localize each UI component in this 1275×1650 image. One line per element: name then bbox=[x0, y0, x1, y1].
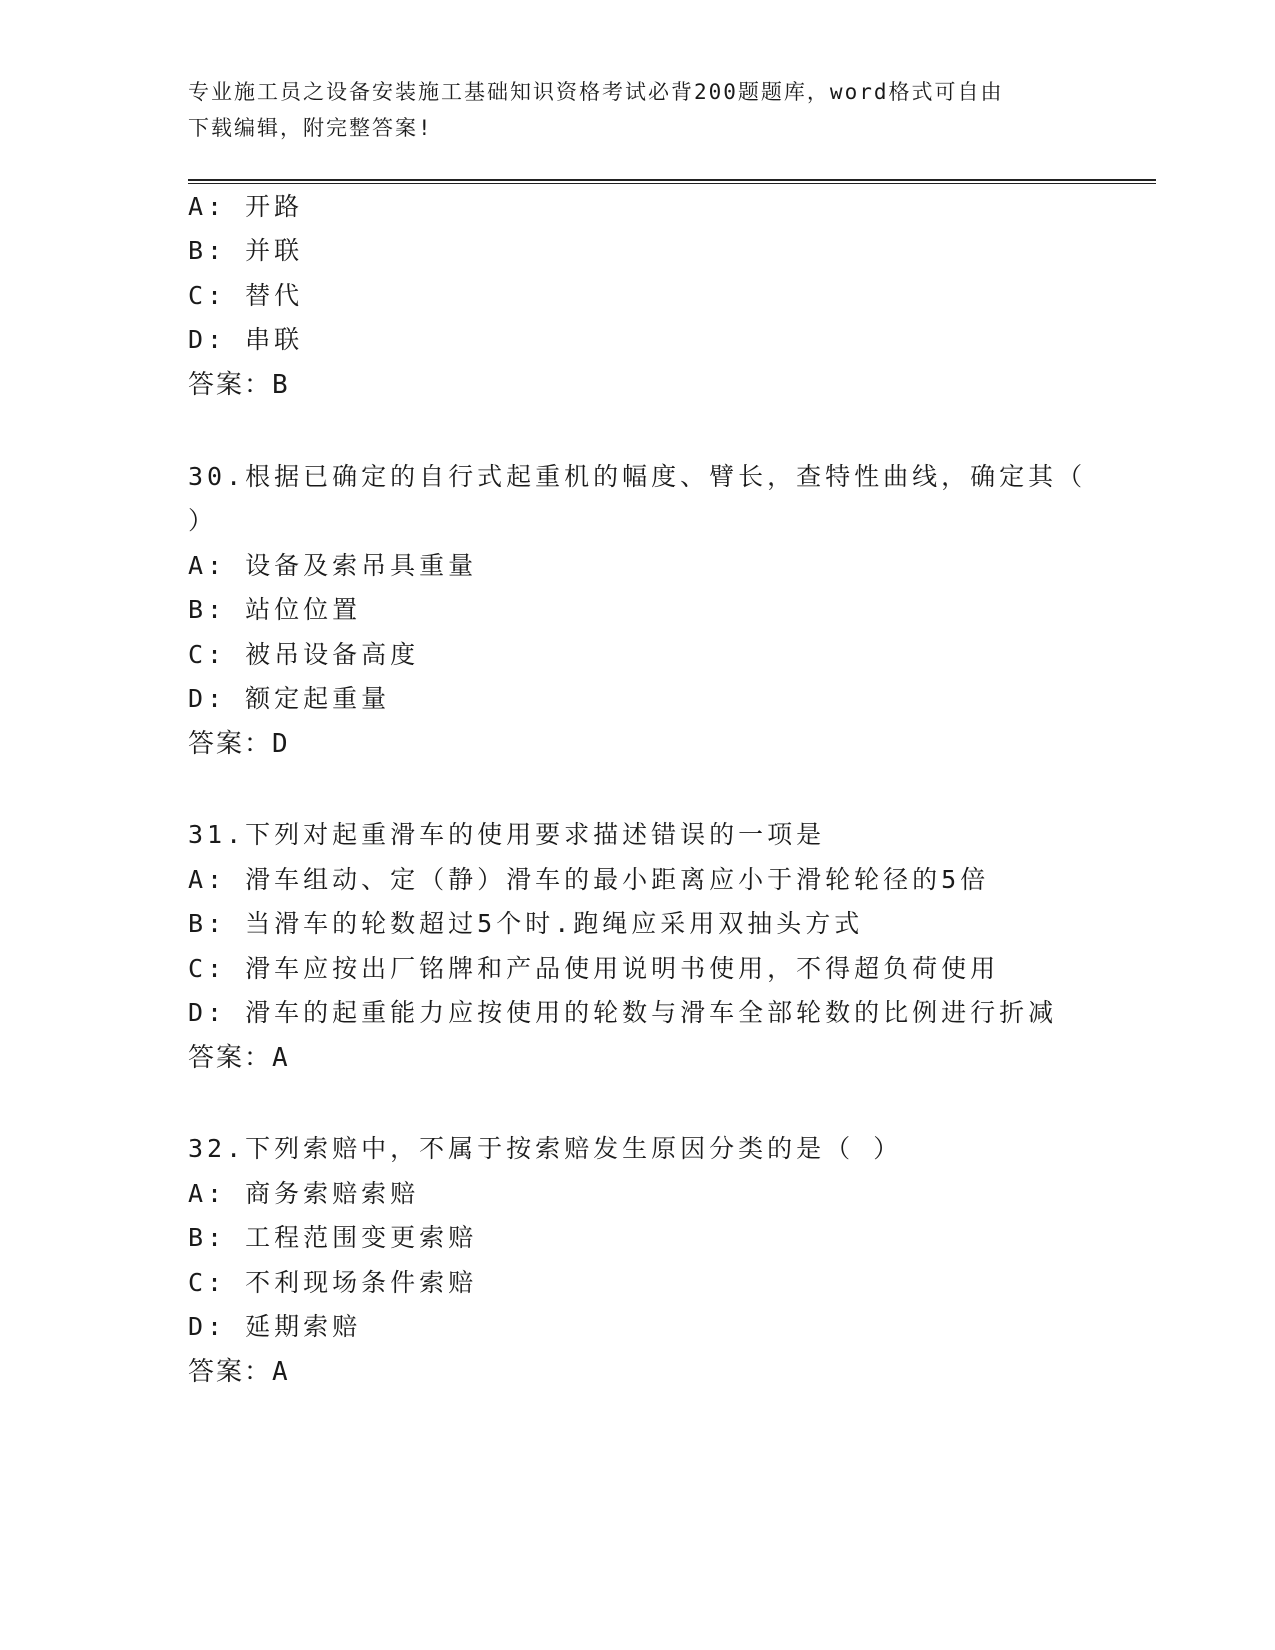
q30-option-d: D: 额定起重量 bbox=[188, 684, 391, 713]
q31-option-b: B: 当滑车的轮数超过5个时.跑绳应采用双抽头方式 bbox=[188, 909, 864, 938]
q30-question-line-1: 30.根据已确定的自行式起重机的幅度、臂长，查特性曲线，确定其（ bbox=[188, 462, 1087, 491]
q29-answer: 答案：B bbox=[188, 370, 290, 400]
q30-question-line-2: ） bbox=[188, 506, 218, 535]
q31-question: 31.下列对起重滑车的使用要求描述错误的一项是 bbox=[188, 820, 826, 849]
q30-option-b: B: 站位位置 bbox=[188, 595, 362, 624]
q32-answer: 答案：A bbox=[188, 1357, 290, 1387]
q32-question: 32.下列索赔中，不属于按索赔发生原因分类的是（ ） bbox=[188, 1134, 903, 1163]
q30-option-c: C: 被吊设备高度 bbox=[188, 640, 420, 669]
q30-option-a: A: 设备及索吊具重量 bbox=[188, 551, 478, 580]
q29-option-d: D: 串联 bbox=[188, 325, 304, 354]
q30-answer: 答案：D bbox=[188, 729, 290, 759]
header-line-2: 下载编辑，附完整答案! bbox=[188, 116, 433, 140]
header-line-1: 专业施工员之设备安装施工基础知识资格考试必背200题题库，word格式可自由 bbox=[188, 80, 1004, 104]
q32-option-d: D: 延期索赔 bbox=[188, 1312, 362, 1341]
q32-option-a: A: 商务索赔索赔 bbox=[188, 1179, 420, 1208]
header-divider bbox=[188, 179, 1156, 185]
q32-option-b: B: 工程范围变更索赔 bbox=[188, 1223, 478, 1252]
q31-answer: 答案：A bbox=[188, 1043, 290, 1073]
q29-option-c: C: 替代 bbox=[188, 281, 304, 310]
q31-option-d: D: 滑车的起重能力应按使用的轮数与滑车全部轮数的比例进行折减 bbox=[188, 998, 1058, 1027]
document-header bbox=[188, 74, 1068, 146]
q32-option-c: C: 不利现场条件索赔 bbox=[188, 1268, 478, 1297]
q29-option-b: B: 并联 bbox=[188, 236, 304, 265]
q31-option-a: A: 滑车组动、定（静）滑车的最小距离应小于滑轮轮径的5倍 bbox=[188, 865, 990, 894]
q29-option-a: A: 开路 bbox=[188, 192, 304, 221]
q31-option-c: C: 滑车应按出厂铭牌和产品使用说明书使用，不得超负荷使用 bbox=[188, 954, 1000, 983]
